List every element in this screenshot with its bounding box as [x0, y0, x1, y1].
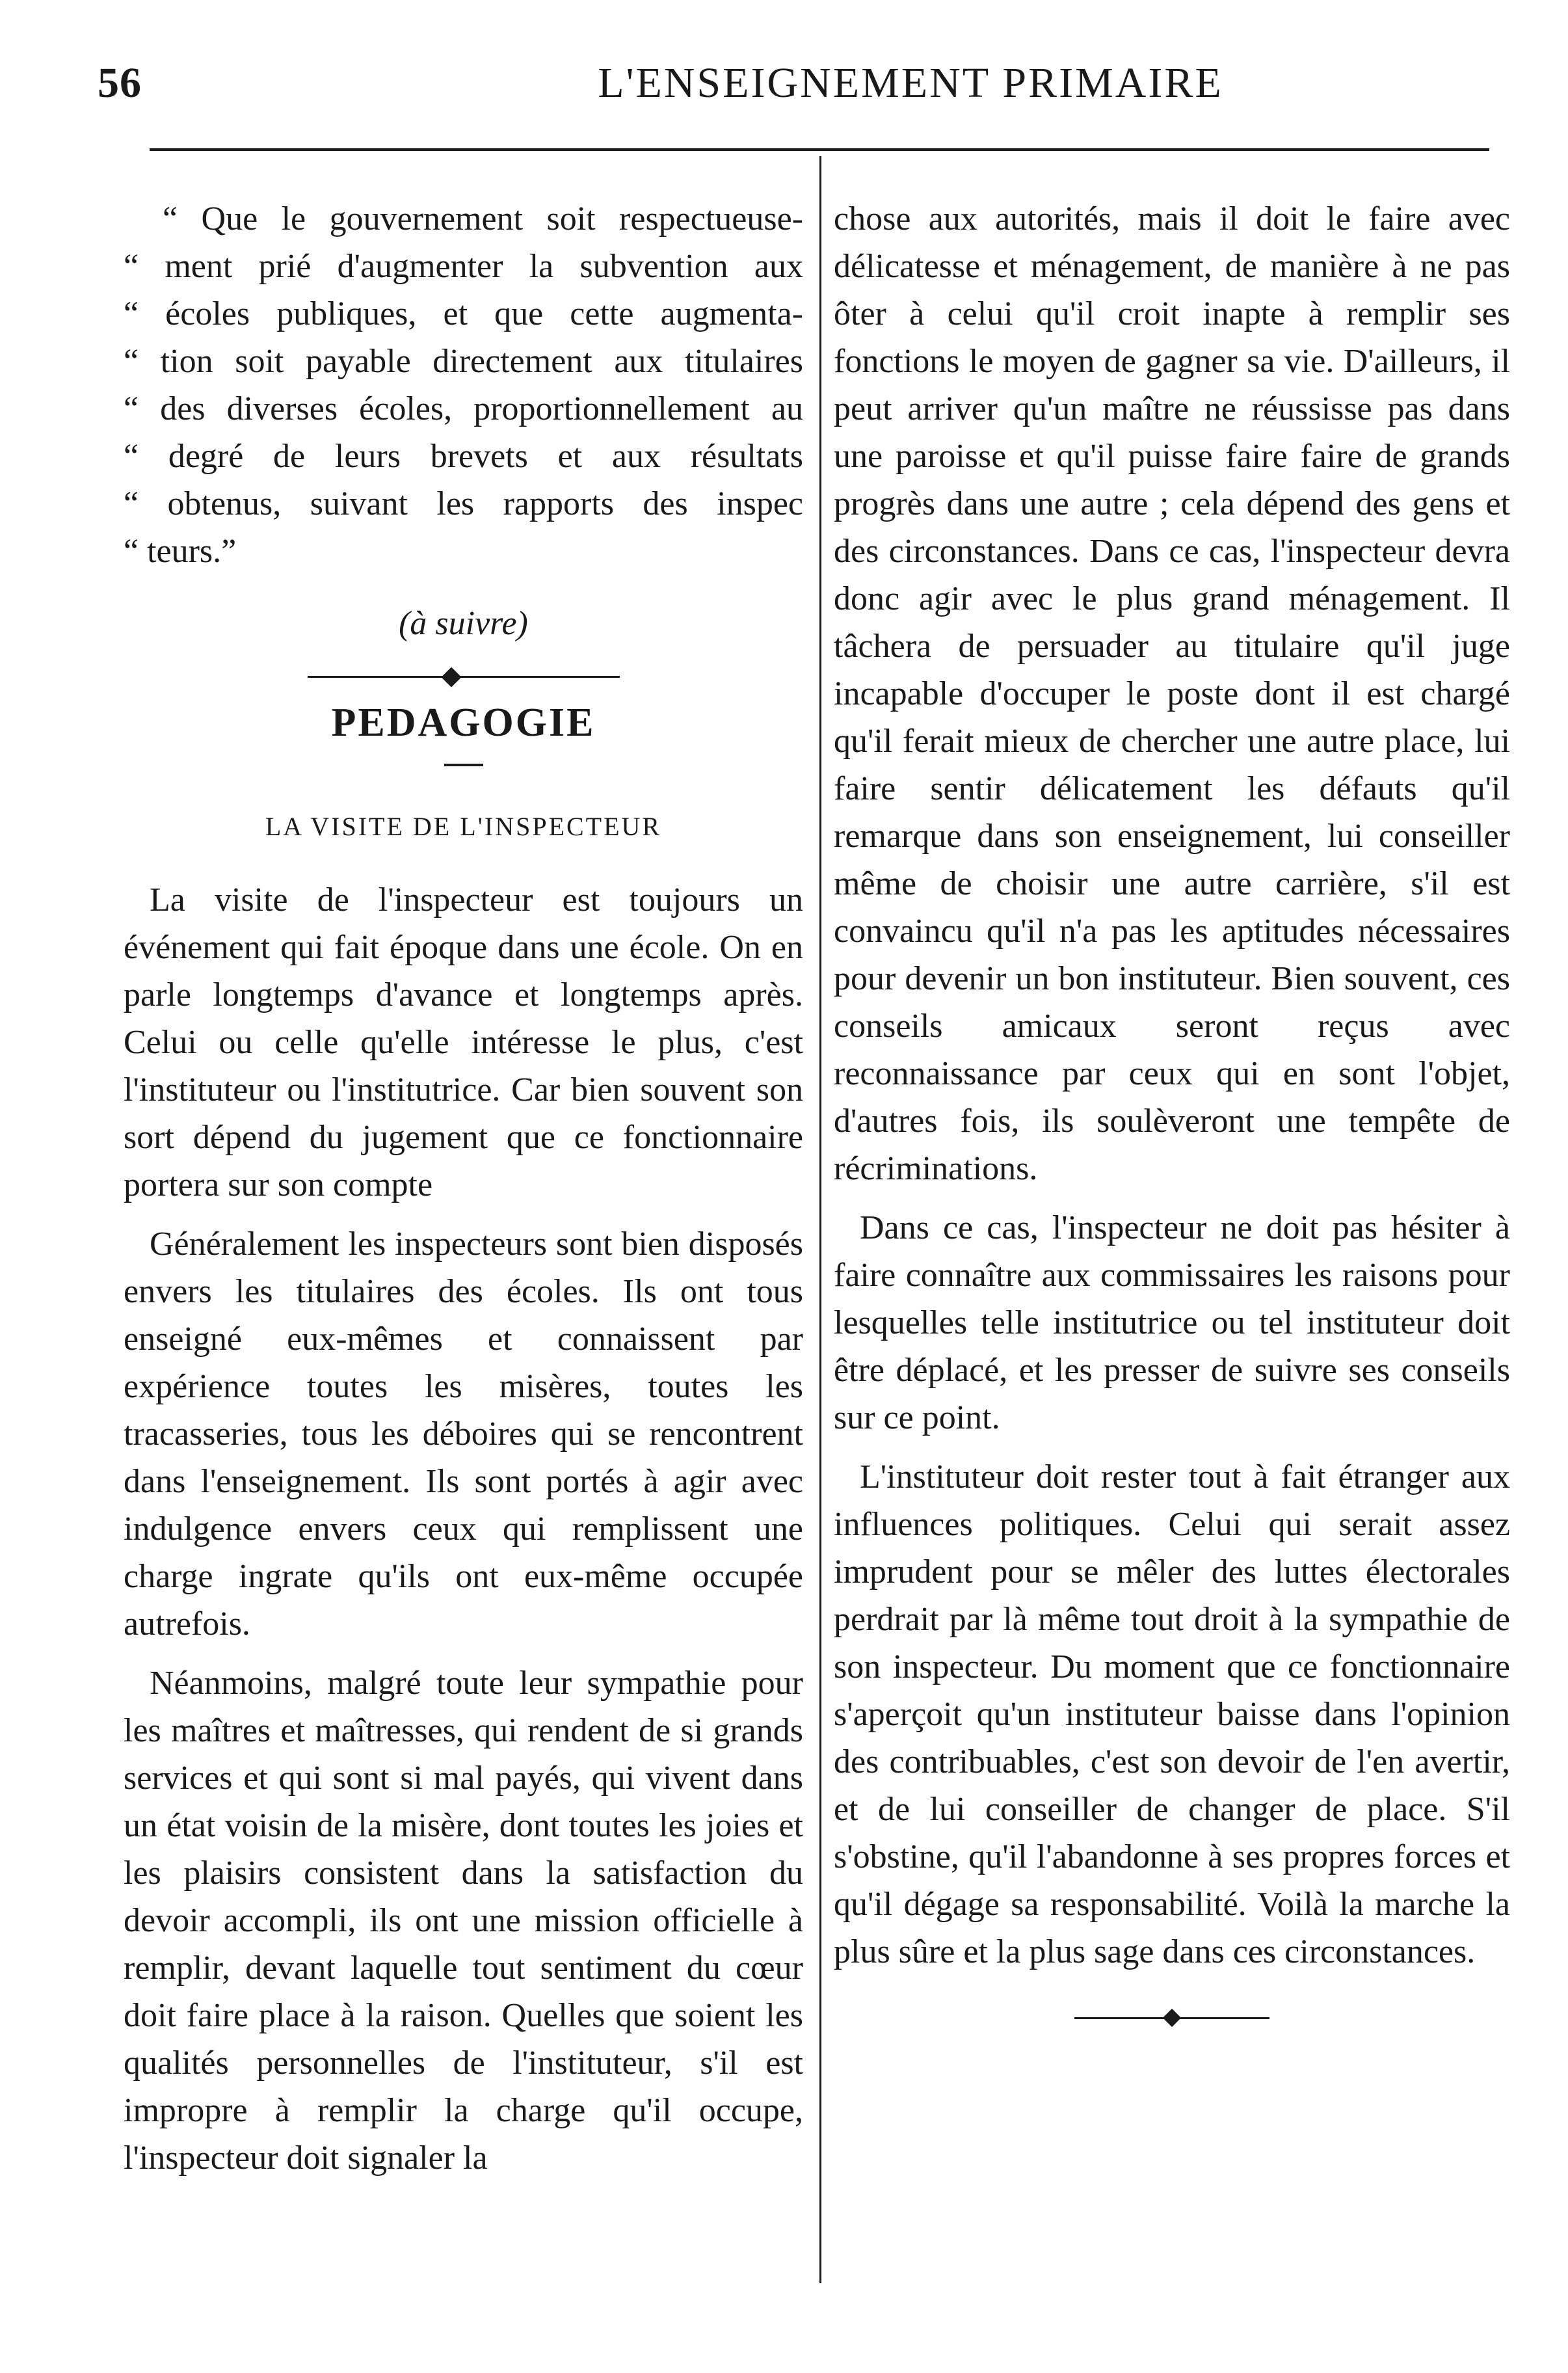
quote-line: “ Que le gouvernement soit respectueuse- [163, 200, 803, 237]
quote-line: “ tion soit payable directement aux titulaires [124, 343, 803, 380]
page-number: 56 [98, 59, 142, 107]
right-column [834, 195, 1510, 2028]
running-title: L'ENSEIGNEMENT PRIMAIRE [598, 59, 1223, 107]
quote-line: “ écoles publiques, et que cette augmenta- [124, 295, 803, 332]
quote-line: “ obtenus, suivant les rapports des inspec [124, 485, 803, 522]
body-paragraph: L'instituteur doit rester tout à fait étranger aux influences politiques. Celui qui serait assez imprudent pour se mêler des luttes électorales perdrait par là même tout droit à la sympathie de son inspecteur. Du moment que ce fonctionnaire s'aperçoit qu'un instituteur baisse dans l'opinion des contribuables, c'est son devoir de l'en avertir, et de lui conseiller de changer de place. S'il s'obstine, qu'il l'abandonne à ses propres forces et qu'il dégage sa responsabilité. Voilà la marche la plus sûre et la plus sage dans ces circonstances. [834, 1458, 1510, 1970]
body-paragraph: chose aux autorités, mais il doit le faire avec délicatesse et ménagement, de manière à ne pas ôter à celui qu'il croit inapte à remplir ses fonctions le moyen de gagner sa vie. D'ailleurs, il peut arriver qu'un maître ne réussisse pas dans une paroisse et qu'il puisse faire faire de grands progrès dans une autre ; cela dépend des gens et des circonstances. Dans ce cas, l'inspecteur devra donc agir avec le plus grand ménagement. Il tâchera de persuader au titulaire qu'il juge incapable d'occuper le poste dont il est chargé qu'il ferait mieux de chercher une autre place, lui faire sentir délicatement les défauts qu'il remarque dans son enseignement, lui conseiller même de choisir une autre carrière, s'il est convaincu qu'il n'a pas les aptitudes nécessaires pour devenir un bon instituteur. Bien souvent, ces conseils amicaux seront reçus avec reconnaissance par ceux qui en sont l'objet, d'autres fois, ils soulèveront une tempête de récriminations. [834, 200, 1510, 1187]
quote-line: “ teurs.” [124, 533, 237, 570]
quote-line: “ ment prié d'augmenter la subvention aux [124, 248, 803, 285]
ornament-divider [308, 667, 620, 686]
page-header [98, 46, 1502, 124]
quote-line: “ degré de leurs brevets et aux résultats [124, 438, 803, 475]
left-column [124, 195, 803, 2182]
column-divider [819, 156, 821, 2283]
quote-block [124, 195, 803, 575]
quote-line: “ des diverses écoles, proportionnellement au [124, 390, 803, 427]
section-title: PEDAGOGIE [331, 701, 596, 745]
section-dash [444, 764, 483, 766]
body-paragraph: Dans ce cas, l'inspecteur ne doit pas hésiter à faire connaître aux commissaires les raisons pour lesquelles telle institutrice ou tel instituteur doit être déplacé, et les presser de suivre ses conseils sur ce point. [834, 1209, 1510, 1436]
body-paragraph: Généralement les inspecteurs sont bien disposés envers les titulaires des écoles. Ils ont tous enseigné eux-mêmes et connaissent par expérience toutes les misères, toutes les tracasseries, tous les déboires qui se rencontrent dans l'enseignement. Ils sont portés à agir avec indulgence envers ceux qui remplissent une charge ingrate qu'ils ont eux-même occupée autrefois. [124, 1226, 803, 1642]
to-follow-note: (à suivre) [399, 605, 528, 642]
body-paragraph: Néanmoins, malgré toute leur sympathie pour les maîtres et maîtresses, qui rendent de si grands services et qui sont si mal payés, qui vivent dans un état voisin de la misère, dont toutes les joies et les plaisirs consistent dans la satisfaction du devoir accompli, ils ont une mission officielle à remplir, devant laquelle tout sentiment du cœur doit faire place à la raison. Quelles que soient les qualités personnelles de l'instituteur, s'il est impropre à remplir la charge qu'il occupe, l'inspecteur doit signaler la [124, 1665, 803, 2177]
header-rule [150, 148, 1489, 151]
subsection-title: LA VISITE DE L'INSPECTEUR [265, 812, 662, 841]
end-ornament [1074, 2008, 1269, 2028]
body-paragraph: La visite de l'inspecteur est toujours un événement qui fait époque dans une école. On en parle longtemps d'avance et longtemps après. Celui ou celle qu'elle intéresse le plus, c'est l'instituteur ou l'institutrice. Car bien souvent son sort dépend du jugement que ce fonctionnaire portera sur son compte [124, 881, 803, 1203]
